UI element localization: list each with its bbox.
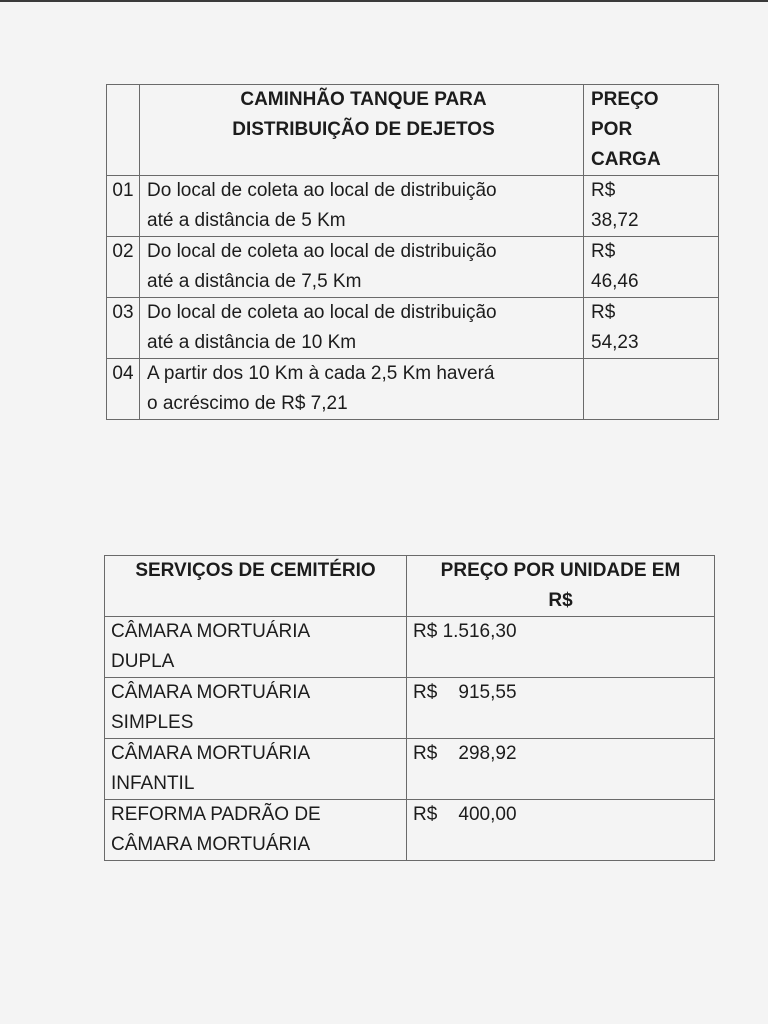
row-currency: R$ bbox=[591, 241, 616, 262]
row-number: 02 bbox=[107, 237, 140, 298]
service-price: R$ 1.516,30 bbox=[407, 617, 715, 678]
service-name-line1: REFORMA PADRÃO DE bbox=[111, 804, 321, 825]
row-number: 03 bbox=[107, 298, 140, 359]
service-price: R$ 298,92 bbox=[407, 739, 715, 800]
cemetery-header-price-line2: R$ bbox=[548, 590, 573, 611]
table-row bbox=[105, 678, 715, 739]
row-description-line2: até a distância de 5 Km bbox=[147, 210, 346, 231]
table-row bbox=[105, 617, 715, 678]
cemetery-header-price-line1: PREÇO POR UNIDADE EM bbox=[440, 560, 681, 581]
tanker-header-price bbox=[584, 85, 719, 176]
tanker-header-row bbox=[107, 85, 719, 176]
service-name-line2: DUPLA bbox=[111, 651, 175, 672]
row-price-value: 46,46 bbox=[591, 271, 639, 292]
table-row bbox=[105, 800, 715, 861]
row-price-value: 54,23 bbox=[591, 332, 639, 353]
table-row bbox=[105, 739, 715, 800]
service-name bbox=[105, 800, 407, 861]
tanker-header-price-line2: POR bbox=[591, 119, 633, 140]
service-name-line1: CÂMARA MORTUÁRIA bbox=[111, 682, 311, 703]
tanker-header-price-line1: PREÇO bbox=[591, 89, 659, 110]
tanker-price-table bbox=[106, 84, 719, 420]
row-number: 01 bbox=[107, 176, 140, 237]
row-description bbox=[140, 359, 584, 420]
service-name bbox=[105, 739, 407, 800]
row-description-line1: Do local de coleta ao local de distribuição bbox=[147, 241, 497, 262]
row-price bbox=[584, 359, 719, 420]
row-number: 04 bbox=[107, 359, 140, 420]
table-row bbox=[107, 176, 719, 237]
table-row bbox=[107, 359, 719, 420]
row-price bbox=[584, 298, 719, 359]
service-name-line2: INFANTIL bbox=[111, 773, 195, 794]
row-description-line2: até a distância de 10 Km bbox=[147, 332, 357, 353]
cemetery-header-row bbox=[105, 556, 715, 617]
row-description-line2: o acréscimo de R$ 7,21 bbox=[147, 393, 348, 414]
table-row bbox=[107, 298, 719, 359]
row-price bbox=[584, 176, 719, 237]
row-currency: R$ bbox=[591, 180, 616, 201]
row-description bbox=[140, 176, 584, 237]
row-description-line2: até a distância de 7,5 Km bbox=[147, 271, 362, 292]
tanker-header-desc-line2: DISTRIBUIÇÃO DE DEJETOS bbox=[232, 119, 495, 140]
service-name-line2: SIMPLES bbox=[111, 712, 194, 733]
cemetery-services-table bbox=[104, 555, 715, 861]
row-description bbox=[140, 237, 584, 298]
row-price-value: 38,72 bbox=[591, 210, 639, 231]
scan-edge bbox=[0, 0, 768, 2]
row-description-line1: Do local de coleta ao local de distribuição bbox=[147, 180, 497, 201]
tanker-header-price-line3: CARGA bbox=[591, 149, 661, 170]
service-name bbox=[105, 678, 407, 739]
service-name-line2: CÂMARA MORTUÁRIA bbox=[111, 834, 311, 855]
table-row bbox=[107, 237, 719, 298]
tanker-header-desc-line1: CAMINHÃO TANQUE PARA bbox=[240, 89, 487, 110]
row-description-line1: Do local de coleta ao local de distribuição bbox=[147, 302, 497, 323]
cemetery-header-price bbox=[407, 556, 715, 617]
service-name bbox=[105, 617, 407, 678]
row-price bbox=[584, 237, 719, 298]
row-currency: R$ bbox=[591, 302, 616, 323]
service-name-line1: CÂMARA MORTUÁRIA bbox=[111, 743, 311, 764]
service-price: R$ 400,00 bbox=[407, 800, 715, 861]
service-price: R$ 915,55 bbox=[407, 678, 715, 739]
tanker-header-num bbox=[107, 85, 140, 176]
tanker-header-description bbox=[140, 85, 584, 176]
row-description bbox=[140, 298, 584, 359]
row-description-line1: A partir dos 10 Km à cada 2,5 Km haverá bbox=[147, 363, 495, 384]
cemetery-header-service: SERVIÇOS DE CEMITÉRIO bbox=[105, 556, 407, 617]
service-name-line1: CÂMARA MORTUÁRIA bbox=[111, 621, 311, 642]
